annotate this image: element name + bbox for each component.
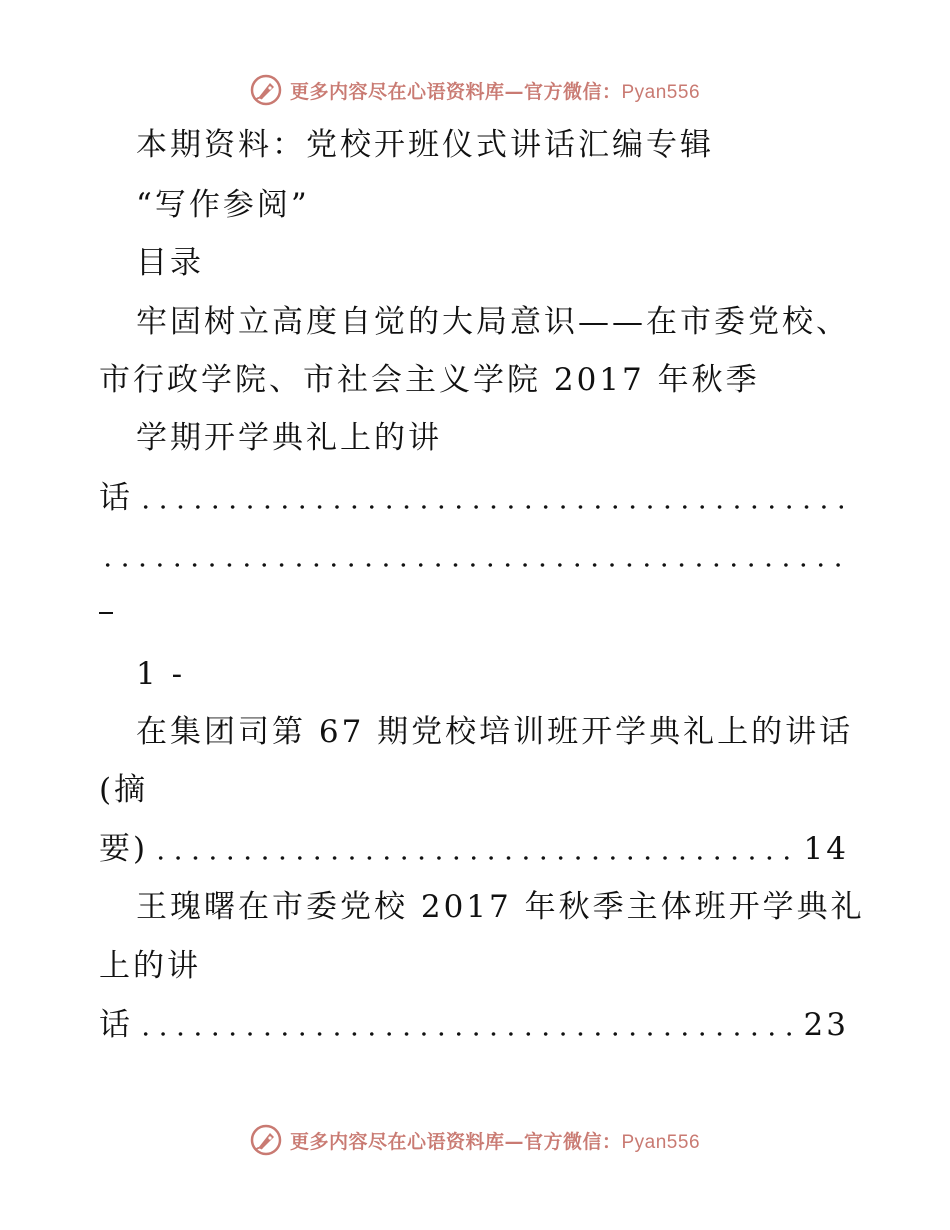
toc-entry-2-leader-text: 要) xyxy=(99,831,149,867)
toc-entry-1-leader-row[interactable] xyxy=(99,478,849,518)
toc-entry-2-page: 14 xyxy=(803,831,849,867)
dot-leader xyxy=(152,856,797,860)
dot-leader xyxy=(137,505,843,509)
toc-entry-3-page: 23 xyxy=(803,1007,849,1043)
pen-nib-seal-icon xyxy=(250,74,282,106)
watermark-footer xyxy=(0,1120,950,1160)
issue-title: 本期资料：党校开班仪式讲话汇编专辑 xyxy=(136,127,714,163)
watermark-text: 更多内容尽在心语资料库—官方微信：Pyan556 xyxy=(289,80,701,103)
toc-entry-3-leader-text: 话 xyxy=(99,1007,133,1043)
series-title: “写作参阅” xyxy=(136,187,310,223)
dot-leader xyxy=(99,563,843,567)
toc-entry-3-title-line-2[interactable]: 上的讲 xyxy=(99,948,201,984)
watermark-wechat-id: Pyan556 xyxy=(621,81,701,103)
toc-entry-1-page: 1 - xyxy=(136,656,186,692)
toc-entry-2-title-line-1[interactable]: 在集团司第 67 期党校培训班开学典礼上的讲话 xyxy=(136,714,854,750)
toc-entry-2-title-line-2[interactable]: (摘 xyxy=(99,772,149,808)
toc-entry-1-title-line-2[interactable]: 市行政学院、市社会主义学院 2017 年秋季 xyxy=(99,362,760,398)
toc-entry-3-leader-row[interactable] xyxy=(99,1005,849,1045)
pen-nib-seal-icon xyxy=(250,1124,282,1156)
toc-entry-1-title-line-3[interactable]: 学期开学典礼上的讲 xyxy=(136,420,442,456)
watermark-text: 更多内容尽在心语资料库—官方微信：Pyan556 xyxy=(289,1130,701,1153)
toc-entry-1-overflow-dash xyxy=(99,612,113,614)
watermark-wechat-id: Pyan556 xyxy=(621,1131,701,1153)
toc-entry-1-title-line-1[interactable]: 牢固树立高度自觉的大局意识——在市委党校、 xyxy=(136,304,850,340)
toc-entry-1-leader-row-continued xyxy=(99,536,849,576)
toc-entry-2-leader-row[interactable] xyxy=(99,829,849,869)
toc-entry-3-title-line-1[interactable]: 王瑰曙在市委党校 2017 年秋季主体班开学典礼 xyxy=(136,889,865,925)
toc-heading: 目录 xyxy=(136,245,204,281)
dot-leader xyxy=(137,1032,798,1036)
watermark-header xyxy=(0,70,950,110)
toc-entry-1-leader-text: 话 xyxy=(99,480,133,516)
